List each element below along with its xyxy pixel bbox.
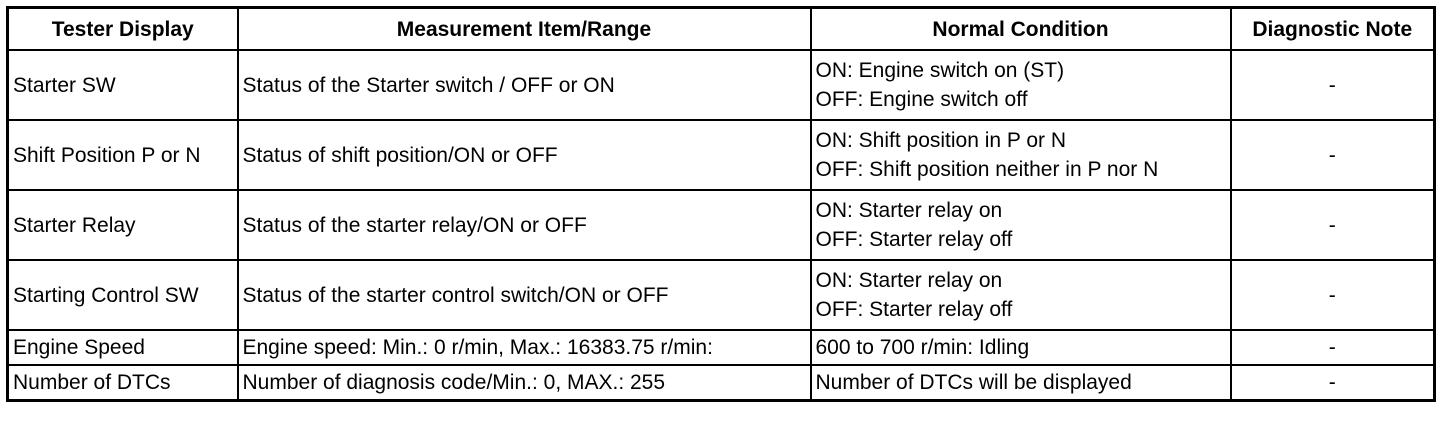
table-row (8, 260, 1435, 330)
normal-condition-line: ON: Engine switch on (ST) (815, 59, 1065, 82)
measurement-cell: Status of the Starter switch / OFF or ON (238, 50, 811, 120)
diagnostic-note-cell: - (1231, 260, 1435, 330)
tester-display-cell: Number of DTCs (8, 365, 238, 401)
diagnostic-note-cell: - (1231, 190, 1435, 260)
tester-display-cell: Engine Speed (8, 330, 238, 365)
normal-condition-line: OFF: Shift position neither in P nor N (815, 158, 1159, 181)
table-row (8, 330, 1435, 365)
normal-condition-cell (811, 50, 1231, 120)
tester-display-cell: Shift Position P or N (8, 120, 238, 190)
normal-condition-line: 600 to 700 r/min: Idling (815, 336, 1030, 359)
table-row (8, 190, 1435, 260)
normal-condition-line: ON: Starter relay on (815, 199, 1003, 222)
normal-condition-cell (811, 365, 1231, 401)
measurement-cell: Status of the starter relay/ON or OFF (238, 190, 811, 260)
measurement-cell: Status of the starter control switch/ON or OFF (238, 260, 811, 330)
tester-display-cell: Starting Control SW (8, 260, 238, 330)
table-row (8, 365, 1435, 401)
measurement-cell: Number of diagnosis code/Min.: 0, MAX.: 255 (238, 365, 811, 401)
normal-condition-cell (811, 190, 1231, 260)
normal-condition-line: ON: Shift position in P or N (815, 129, 1067, 152)
diagnostic-note-cell: - (1231, 330, 1435, 365)
normal-condition-cell (811, 120, 1231, 190)
table-row (8, 120, 1435, 190)
diagnostic-note-cell: - (1231, 50, 1435, 120)
diagnostic-note-cell: - (1231, 120, 1435, 190)
measurement-cell: Status of shift position/ON or OFF (238, 120, 811, 190)
diagnostic-note-cell: - (1231, 365, 1435, 401)
normal-condition-line: OFF: Starter relay off (815, 228, 1013, 251)
measurement-cell: Engine speed: Min.: 0 r/min, Max.: 16383.75 r/min: (238, 330, 811, 365)
header-diagnostic-note: Diagnostic Note (1231, 8, 1435, 51)
tester-display-cell: Starter SW (8, 50, 238, 120)
table-row (8, 50, 1435, 120)
normal-condition-line: OFF: Starter relay off (815, 298, 1013, 321)
data-list-table (6, 6, 1436, 402)
normal-condition-line: ON: Starter relay on (815, 269, 1003, 292)
header-normal-condition: Normal Condition (811, 8, 1231, 51)
header-tester-display: Tester Display (8, 8, 238, 51)
normal-condition-line: Number of DTCs will be displayed (815, 371, 1132, 394)
tester-display-cell: Starter Relay (8, 190, 238, 260)
header-row (8, 8, 1435, 51)
normal-condition-line: OFF: Engine switch off (815, 88, 1028, 111)
normal-condition-cell (811, 330, 1231, 365)
header-measurement-item-range: Measurement Item/Range (238, 8, 811, 51)
normal-condition-cell (811, 260, 1231, 330)
